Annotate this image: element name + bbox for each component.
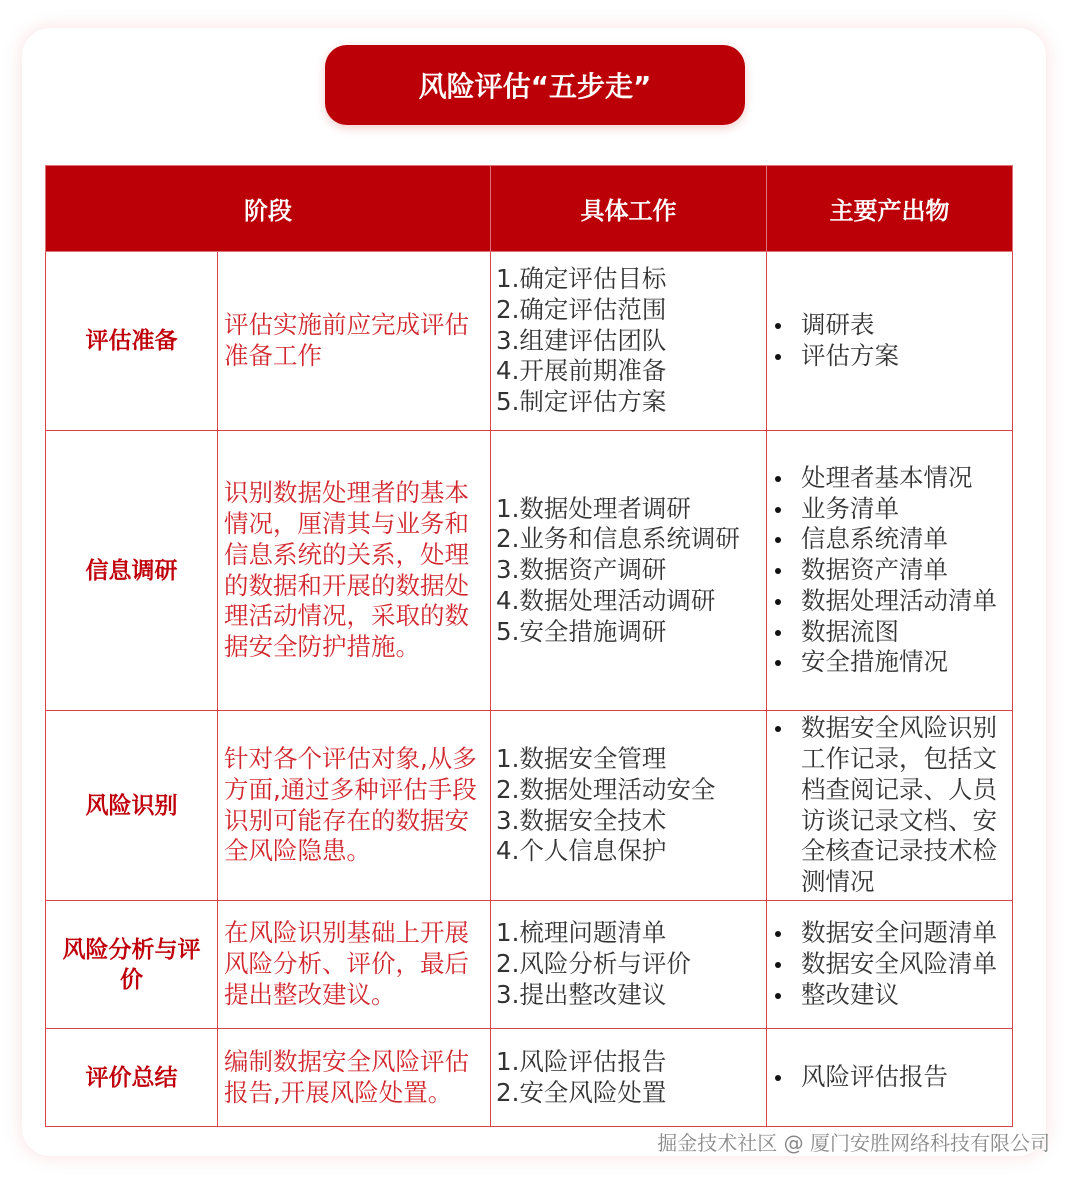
header-work: 具体工作 bbox=[491, 166, 767, 252]
output-list bbox=[767, 431, 1013, 711]
work-item: 1.数据处理者调研 bbox=[496, 493, 691, 523]
page-title: 风险评估“五步走” bbox=[325, 45, 745, 125]
work-item: 1.确定评估目标 bbox=[496, 264, 667, 294]
table-row bbox=[46, 431, 1013, 711]
description-line: 准备工作 bbox=[224, 341, 322, 370]
output-item: 信息系统清单 bbox=[775, 524, 1012, 555]
header-stage: 阶段 bbox=[46, 166, 491, 252]
output-item: 数据资产清单 bbox=[775, 555, 1012, 586]
output-item: 数据安全风险清单 bbox=[775, 949, 1012, 980]
watermark: 掘金技术社区 @ 厦门安胜网络科技有限公司 bbox=[657, 1131, 1050, 1155]
output-list bbox=[767, 901, 1013, 1029]
work-item: 2.风险分析与评价 bbox=[496, 949, 691, 979]
work-item: 5.制定评估方案 bbox=[496, 387, 667, 417]
header-output: 主要产出物 bbox=[767, 166, 1013, 252]
work-list bbox=[491, 431, 767, 711]
output-list bbox=[767, 252, 1013, 431]
table-row bbox=[46, 252, 1013, 431]
work-item: 2.数据处理活动安全 bbox=[496, 774, 716, 804]
work-item: 2.安全风险处置 bbox=[496, 1077, 667, 1107]
stage-name: 评估准备 bbox=[46, 252, 218, 431]
work-item: 4.数据处理活动调研 bbox=[496, 585, 716, 615]
description-line: 信息系统的关系，处理 bbox=[224, 539, 469, 569]
work-item: 1.数据安全管理 bbox=[496, 744, 667, 774]
description-line: 风险分析、评价，最后 bbox=[224, 949, 469, 979]
description-line: 据安全防护措施。 bbox=[224, 631, 420, 661]
work-item: 2.确定评估范围 bbox=[496, 294, 667, 324]
stage-description bbox=[218, 901, 491, 1029]
description-line: 识别数据处理者的基本 bbox=[224, 478, 469, 508]
output-item: 业务清单 bbox=[775, 494, 1012, 525]
description-line: 编制数据安全风险评估 bbox=[224, 1046, 469, 1076]
output-item: 调研表 bbox=[775, 310, 1012, 341]
output-item: 安全措施情况 bbox=[775, 647, 1012, 678]
work-list bbox=[491, 252, 767, 431]
output-item: 数据处理活动清单 bbox=[775, 586, 1012, 617]
work-list bbox=[491, 901, 767, 1029]
work-list bbox=[491, 711, 767, 901]
description-line: 理活动情况，采取的数 bbox=[224, 601, 469, 631]
work-item: 5.安全措施调研 bbox=[496, 616, 667, 646]
output-item: 处理者基本情况 bbox=[775, 463, 1012, 494]
work-item: 2.业务和信息系统调研 bbox=[496, 524, 740, 554]
output-list bbox=[767, 1029, 1013, 1127]
description-line: 在风险识别基础上开展 bbox=[224, 918, 469, 948]
stage-description bbox=[218, 252, 491, 431]
work-item: 3.数据资产调研 bbox=[496, 555, 667, 585]
work-item: 3.组建评估团队 bbox=[496, 325, 667, 355]
work-list bbox=[491, 1029, 767, 1127]
description-line: 情况，厘清其与业务和 bbox=[224, 509, 469, 539]
stage-name: 评价总结 bbox=[46, 1029, 218, 1127]
description-line: 全风险隐患。 bbox=[224, 836, 371, 866]
description-line: 针对各个评估对象,从多 bbox=[224, 744, 477, 774]
work-item: 3.提出整改建议 bbox=[496, 979, 667, 1009]
stage-name: 风险识别 bbox=[46, 711, 218, 901]
work-item: 4.开展前期准备 bbox=[496, 356, 667, 386]
description-line: 方面,通过多种评估手段 bbox=[224, 774, 477, 804]
work-item: 1.风险评估报告 bbox=[496, 1046, 667, 1076]
description-line: 报告,开展风险处置。 bbox=[224, 1077, 453, 1107]
stage-name: 信息调研 bbox=[46, 431, 218, 711]
table-row bbox=[46, 711, 1013, 901]
output-item: 风险评估报告 bbox=[775, 1062, 1012, 1093]
table-row bbox=[46, 901, 1013, 1029]
risk-assessment-table bbox=[45, 165, 1013, 1127]
stage-description bbox=[218, 1029, 491, 1127]
work-item: 4.个人信息保护 bbox=[496, 836, 667, 866]
output-list bbox=[767, 711, 1013, 901]
description-line: 的数据和开展的数据处 bbox=[224, 570, 469, 600]
output-item: 数据安全风险识别工作记录，包括文档查阅记录、人员访谈记录文档、安全核查记录技术检测情况 bbox=[775, 713, 1012, 897]
description-line: 识别可能存在的数据安 bbox=[224, 805, 469, 835]
output-item: 数据流图 bbox=[775, 617, 1012, 648]
table-row bbox=[46, 1029, 1013, 1127]
output-item: 整改建议 bbox=[775, 980, 1012, 1011]
stage-name: 风险分析与评价 bbox=[46, 901, 218, 1029]
stage-description bbox=[218, 711, 491, 901]
work-item: 1.梳理问题清单 bbox=[496, 918, 667, 948]
description-line: 提出整改建议。 bbox=[224, 979, 396, 1009]
description-line: 评估实施前应完成评估 bbox=[224, 310, 469, 340]
output-item: 数据安全问题清单 bbox=[775, 918, 1012, 949]
work-item: 3.数据安全技术 bbox=[496, 805, 667, 835]
stage-description bbox=[218, 431, 491, 711]
output-item: 评估方案 bbox=[775, 341, 1012, 372]
